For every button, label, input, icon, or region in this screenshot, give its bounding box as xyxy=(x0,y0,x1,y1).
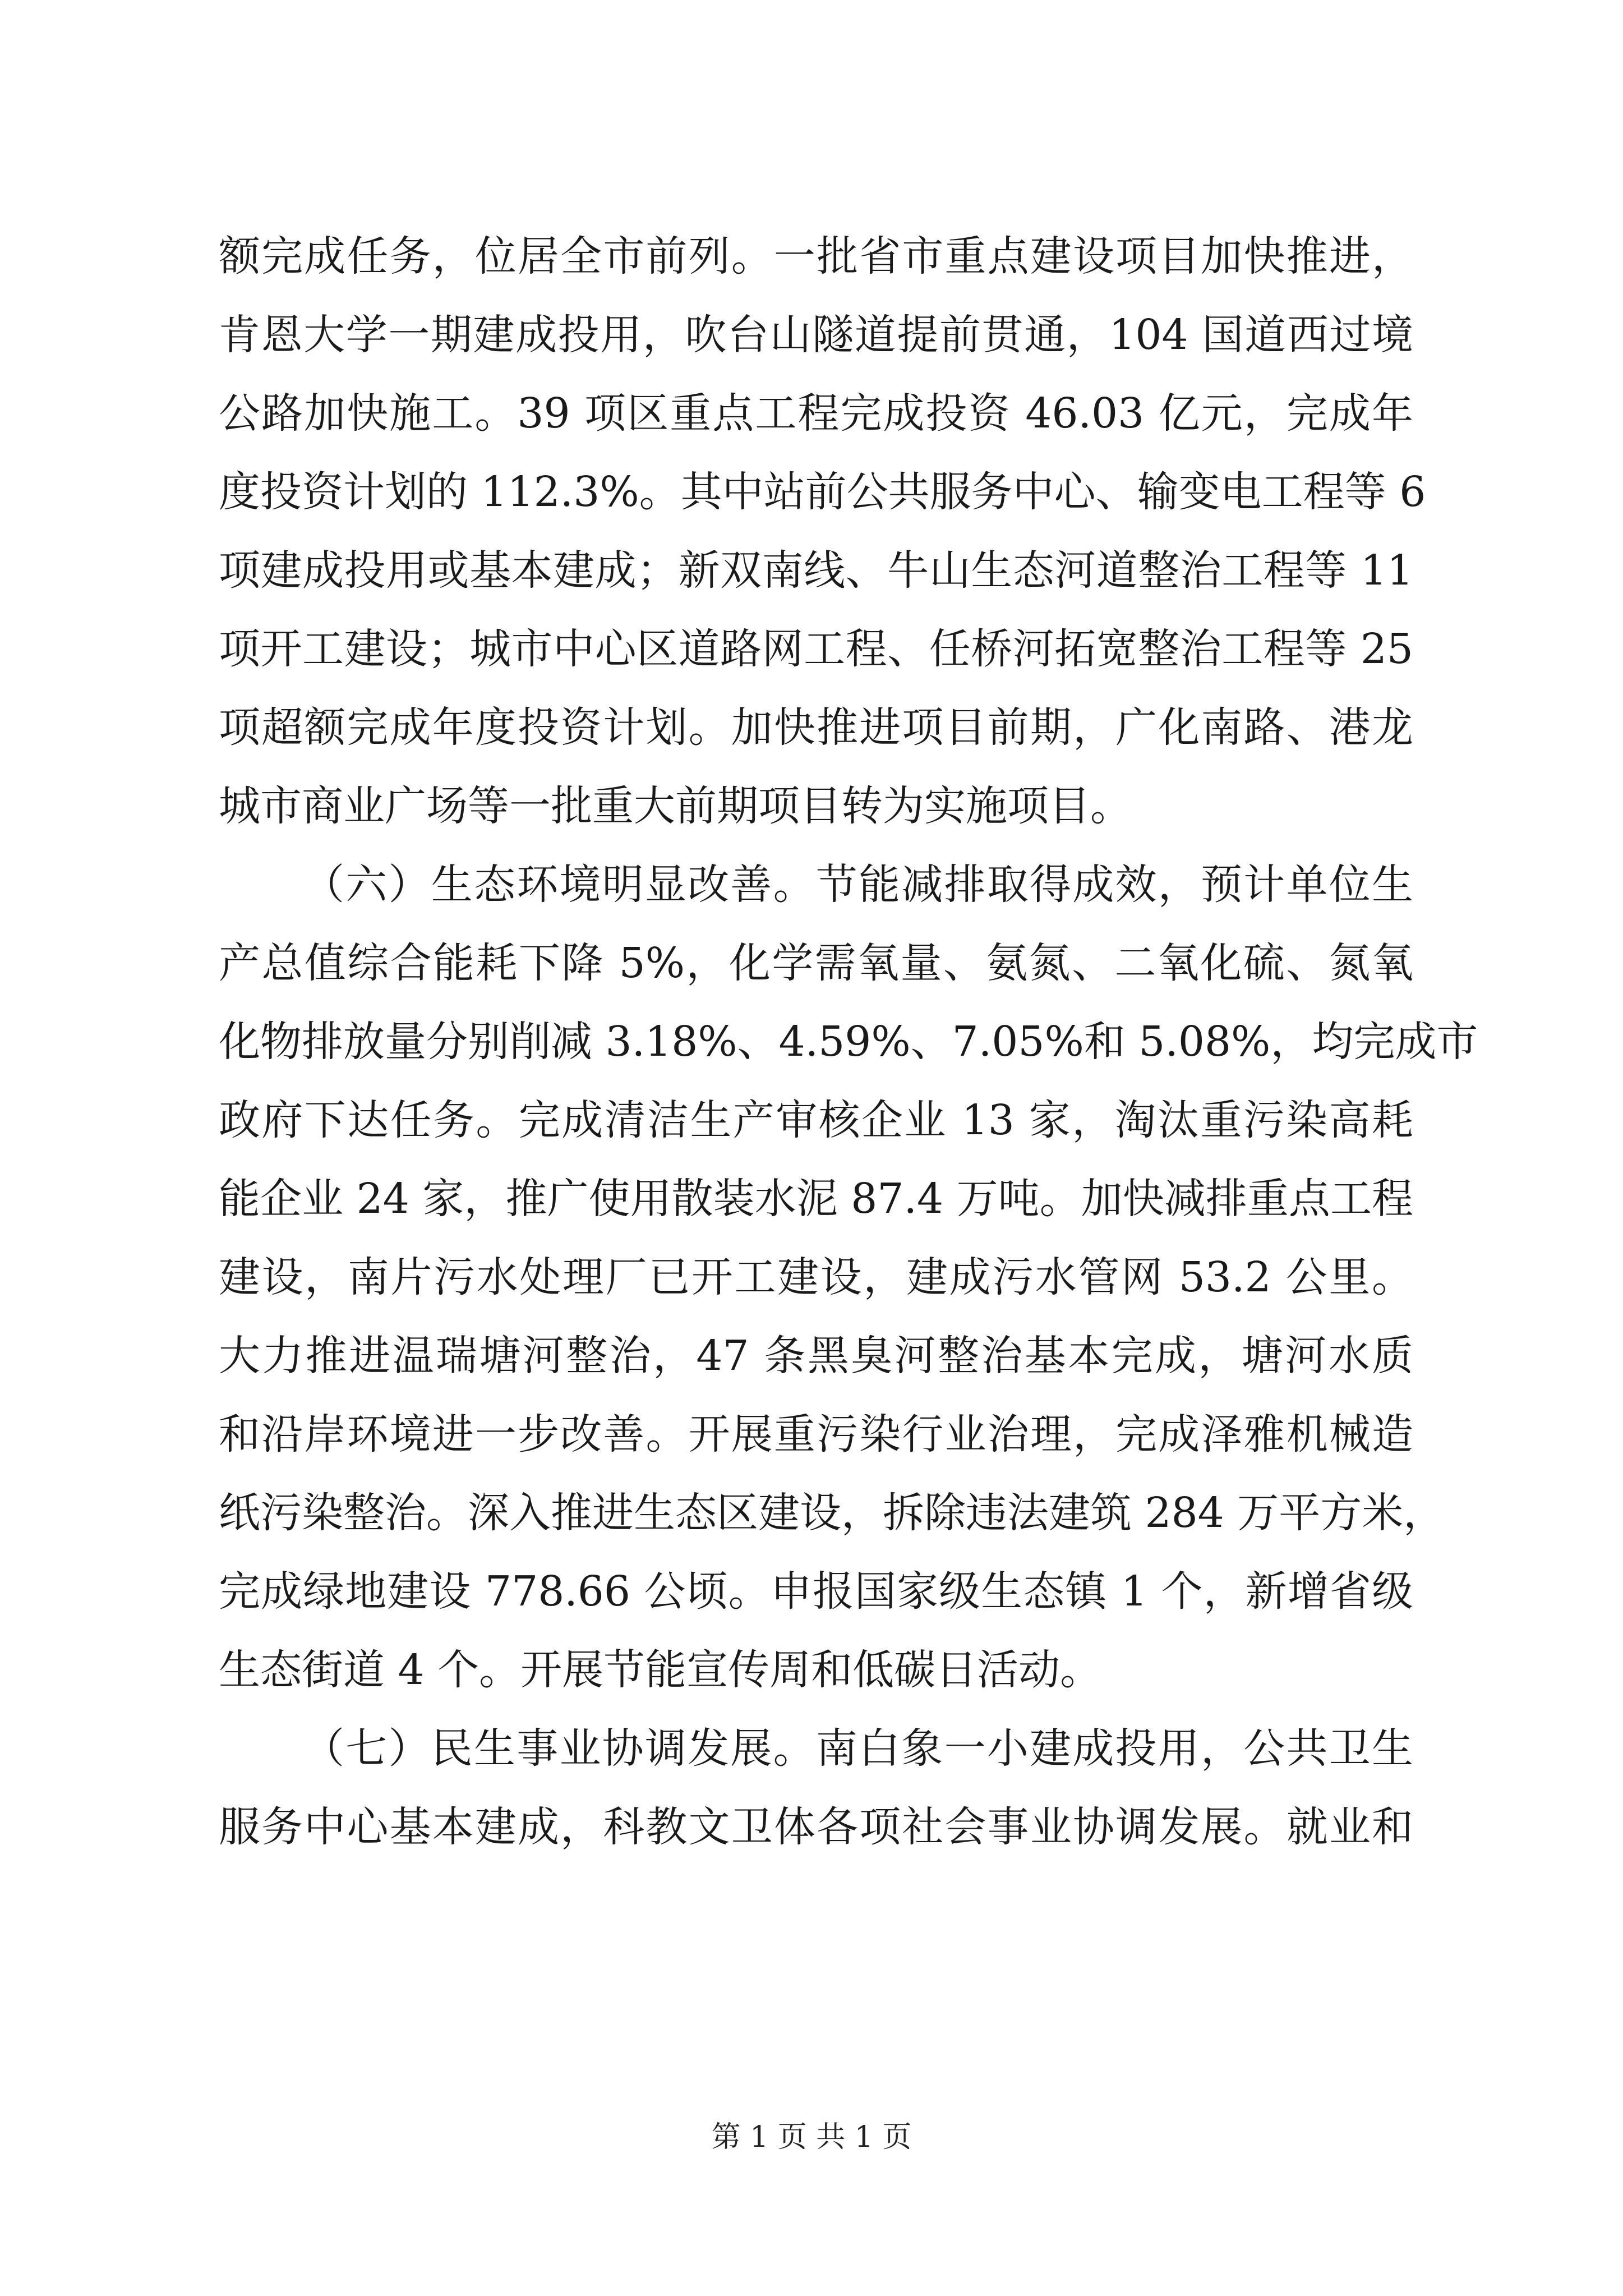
body-text-line: 大力推进温瑞塘河整治，47 条黑臭河整治基本完成，塘河水质 xyxy=(219,1332,1413,1380)
section-heading-line: （六）生态环境明显改善。节能减排取得成效，预计单位生 xyxy=(303,861,1413,909)
section-heading-line: （七）民生事业协调发展。南白象一小建成投用，公共卫生 xyxy=(303,1724,1413,1773)
body-text-line: 额完成任务，位居全市前列。一批省市重点建设项目加快推进， xyxy=(219,232,1413,280)
body-text-line: 化物排放量分别削减 3.18%、4.59%、7.05%和 5.08%，均完成市 xyxy=(219,1018,1478,1066)
page-footer: 第 1 页 共 1 页 xyxy=(711,2120,912,2154)
body-text-line: 项开工建设；城市中心区道路网工程、任桥河拓宽整治工程等 25 xyxy=(219,625,1413,673)
body-text-line: 完成绿地建设 778.66 公顷。申报国家级生态镇 1 个，新增省级 xyxy=(219,1567,1413,1616)
body-text-line: 肯恩大学一期建成投用，吹台山隧道提前贯通，104 国道西过境 xyxy=(219,311,1413,359)
body-text-line: 项超额完成年度投资计划。加快推进项目前期，广化南路、港龙 xyxy=(219,703,1413,752)
body-text-line: 度投资计划的 112.3%。其中站前公共服务中心、输变电工程等 6 xyxy=(219,468,1426,516)
body-text-line: 能企业 24 家，推广使用散装水泥 87.4 万吨。加快减排重点工程 xyxy=(219,1175,1413,1223)
body-text-line: 生态街道 4 个。开展节能宣传周和低碳日活动。 xyxy=(219,1646,1102,1694)
body-text-line: 和沿岸环境进一步改善。开展重污染行业治理，完成泽雅机械造 xyxy=(219,1410,1413,1458)
body-text-line: 产总值综合能耗下降 5%，化学需氧量、氨氮、二氧化硫、氮氧 xyxy=(219,939,1413,987)
body-text-line: 服务中心基本建成，科教文卫体各项社会事业协调发展。就业和 xyxy=(219,1803,1413,1851)
body-text-line: 建设，南片污水处理厂已开工建设，建成污水管网 53.2 公里。 xyxy=(219,1253,1413,1301)
body-text-line: 政府下达任务。完成清洁生产审核企业 13 家，淘汰重污染高耗 xyxy=(219,1096,1413,1144)
body-text-line: 纸污染整治。深入推进生态区建设，拆除违法建筑 284 万平方米， xyxy=(219,1489,1445,1537)
body-text-line: 城市商业广场等一批重大前期项目转为实施项目。 xyxy=(219,782,1132,830)
body-text-line: 项建成投用或基本建成；新双南线、牛山生态河道整治工程等 11 xyxy=(219,546,1413,595)
body-text-line: 公路加快施工。39 项区重点工程完成投资 46.03 亿元，完成年 xyxy=(219,389,1413,438)
